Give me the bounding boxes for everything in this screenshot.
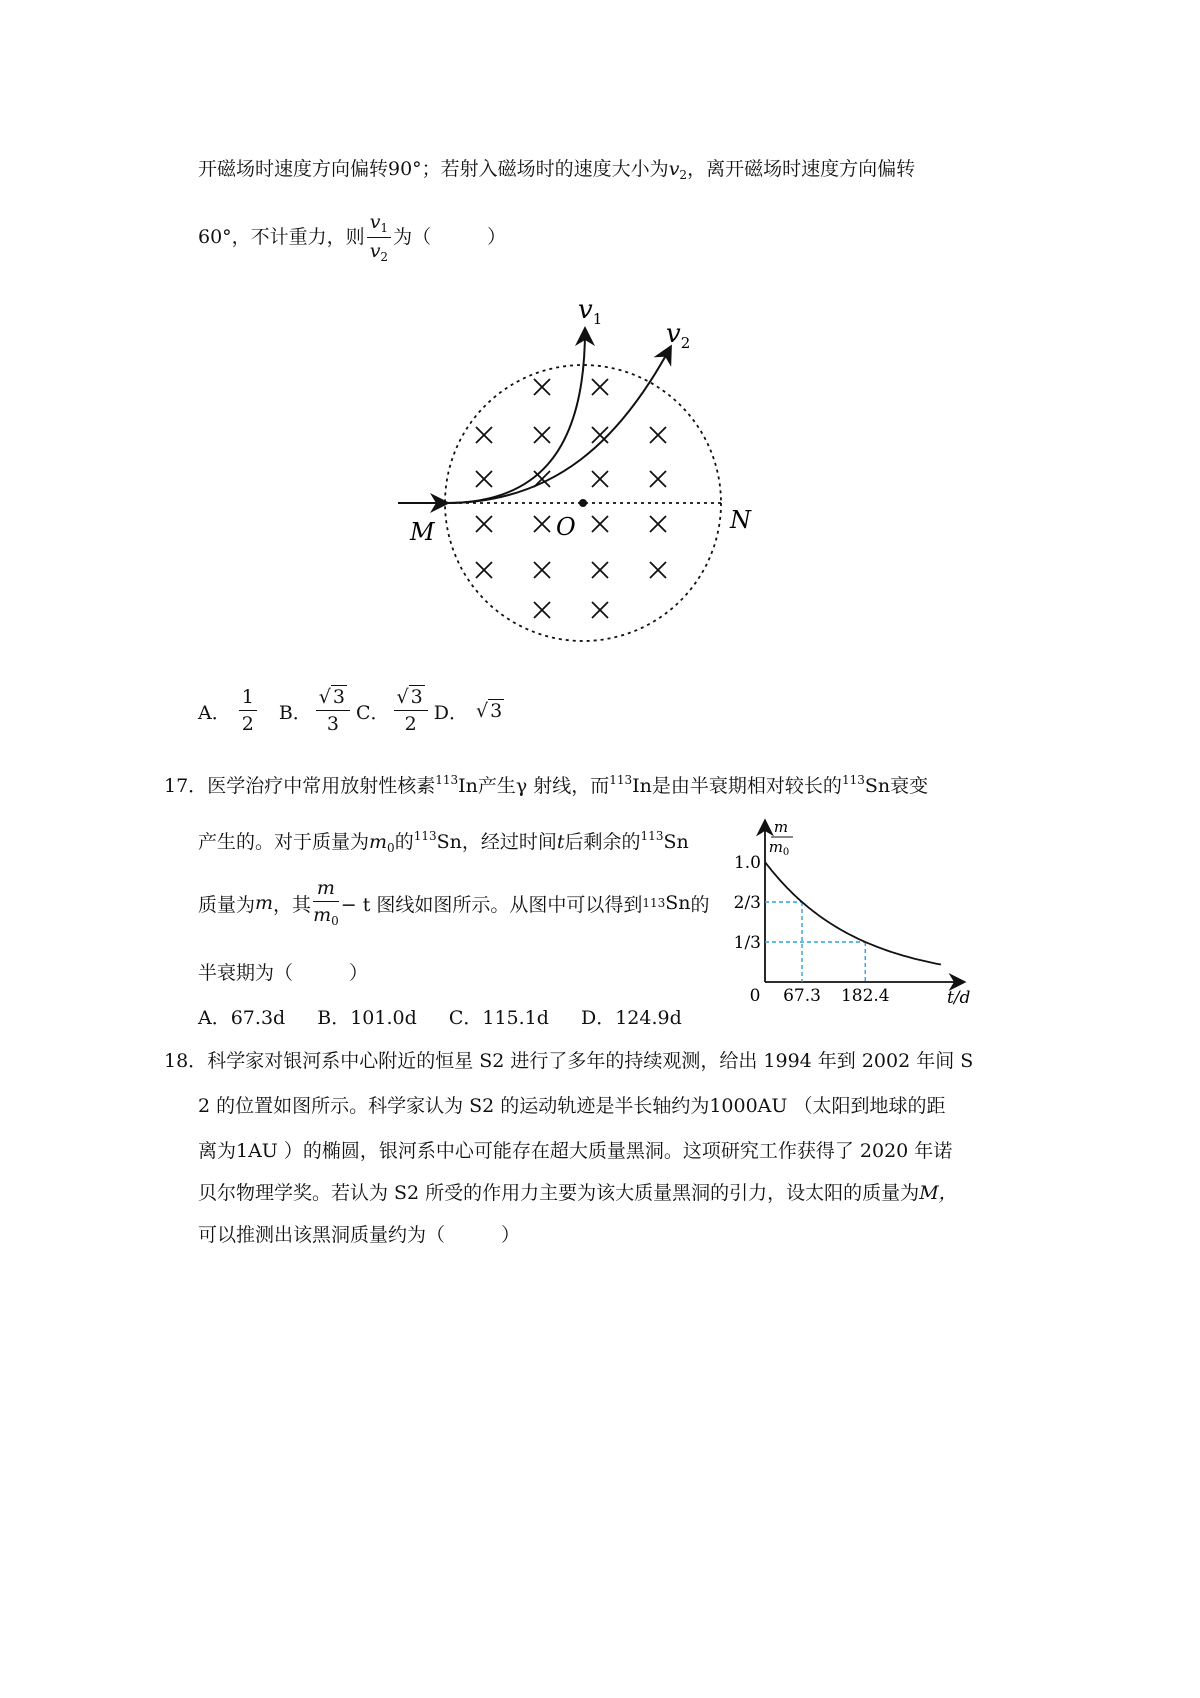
q18-line-3 — [198, 1136, 952, 1163]
q17-l3-d: 的 — [690, 893, 710, 916]
option-c-fraction — [394, 687, 428, 735]
option-c — [356, 687, 430, 735]
option-d-radicand: 3 — [490, 700, 503, 722]
q18-text-1: 科学家对银河系中心附近的恒星 S2 进行了多年的持续观测，给出 1994 年到 2002 年间 S — [207, 1050, 974, 1072]
y-tick-label: 1/3 — [733, 933, 761, 953]
q17-number: 17． — [164, 775, 208, 797]
mass-number: 113 — [413, 829, 437, 843]
option-b-fraction — [316, 687, 350, 735]
decay-chart — [725, 810, 975, 1020]
frac-den-var: v — [369, 240, 381, 263]
sun-mass-var: M， — [919, 1182, 958, 1204]
q17-option-c: C．115.1d — [448, 1007, 549, 1029]
element-sn: Sn — [436, 831, 462, 853]
q16-close-paren: ） — [487, 226, 507, 249]
option-c-den: 2 — [404, 713, 417, 735]
q17-option-b: B．101.0d — [317, 1007, 417, 1029]
x-axis-label: t/d — [947, 988, 971, 1008]
q16-options — [198, 683, 504, 739]
q17-options — [198, 1003, 682, 1030]
origin-label: 0 — [749, 986, 761, 1006]
q16-text-line-2 — [198, 212, 506, 264]
mass-number: 113 — [841, 773, 865, 787]
sqrt-sign-icon: √ — [396, 686, 409, 709]
q17-l3-a: 质量为 — [198, 893, 256, 916]
option-b-letter: B． — [278, 701, 312, 724]
q17-l3-c: − t 图线如图所示。从图中可以得到 — [340, 893, 643, 916]
frac-m0-var: m — [313, 903, 332, 926]
q17-option-d: D．124.9d — [580, 1007, 682, 1029]
sqrt-sign-icon: √ — [318, 686, 331, 709]
frac-m: m — [313, 878, 339, 902]
y-axis-label-den: $m_0$ — [768, 838, 790, 858]
v1-over-v2-fraction — [367, 212, 391, 264]
option-c-letter: C． — [356, 701, 390, 724]
mass-number: 113 — [642, 896, 666, 911]
element-sn: Sn — [864, 775, 891, 797]
v2-subscript: 2 — [679, 168, 688, 182]
frac-m0-sub: 0 — [331, 913, 339, 928]
q17-line-4 — [198, 958, 368, 985]
q18-line-5 — [198, 1220, 520, 1247]
m-var: m — [255, 892, 274, 915]
q18-line-2 — [198, 1091, 945, 1118]
q18-line-4 — [198, 1178, 958, 1205]
label-o: O — [556, 513, 576, 541]
option-a-fraction — [239, 687, 257, 735]
label-v2: $v_2$ — [666, 319, 691, 352]
q16-line1-tail: ，离开磁场时速度方向偏转 — [687, 158, 916, 180]
decay-curve — [765, 862, 941, 965]
m0-var: m — [369, 831, 388, 853]
element-in: In — [632, 775, 652, 797]
q17-l3-b: ，其 — [273, 893, 312, 916]
q17-l1-a: 医学治疗中常用放射性核素 — [207, 775, 436, 797]
option-a-num: 1 — [239, 687, 257, 711]
m-over-m0-fraction — [313, 878, 339, 928]
q17-line-1 — [164, 771, 928, 798]
q17-option-a: A．67.3d — [198, 1007, 286, 1029]
trajectory-v1 — [446, 330, 585, 503]
q17-l1-c: 是由半衰期相对较长的 — [651, 775, 842, 797]
q17-l2-d: 后剩余的 — [564, 831, 641, 853]
y-tick-label: 1.0 — [733, 853, 761, 873]
t-var: t — [556, 831, 565, 853]
q17-l1-d: 衰变 — [890, 775, 929, 797]
q18-close-paren: ） — [501, 1224, 521, 1246]
sqrt-sign-icon: √ — [475, 700, 489, 722]
q17-l1-b: 产生γ 射线，而 — [477, 775, 610, 797]
mass-number: 113 — [609, 773, 633, 787]
q18-line-1 — [164, 1046, 973, 1073]
guide-lines — [765, 902, 865, 982]
element-sn: Sn — [665, 892, 691, 915]
option-b-radicand: 3 — [332, 686, 345, 709]
label-m: M — [410, 518, 435, 546]
q16-text-line-1 — [198, 154, 915, 182]
option-d-letter: D． — [433, 701, 468, 724]
element-sn: Sn — [663, 831, 689, 853]
q18-text-5: 可以推测出该黑洞质量约为（ — [198, 1224, 446, 1246]
q18-text-3: 离为1AU ）的椭圆，银河系中心可能存在超大质量黑洞。这项研究工作获得了 2020 年诺 — [198, 1140, 953, 1162]
option-a-den: 2 — [241, 713, 254, 735]
q17-l2-a: 产生的。对于质量为 — [198, 831, 370, 853]
option-b — [279, 687, 352, 735]
m0-sub: 0 — [387, 841, 395, 855]
q16-line1-text: 开磁场时速度方向偏转90°；若射入磁场时的速度大小为 — [198, 158, 669, 180]
option-a — [198, 687, 259, 735]
q16-line2-head: 60°，不计重力，则 — [198, 226, 365, 249]
option-b-den: 3 — [326, 713, 339, 735]
q18-text-2: 2 的位置如图所示。科学家认为 S2 的运动轨迹是半长轴约为1000AU （太阳到地球的距 — [198, 1095, 946, 1117]
frac-num-sub: 1 — [380, 221, 389, 235]
frac-num-var: v — [369, 211, 381, 233]
x-tick-label: 67.3 — [783, 986, 821, 1006]
label-v1: $v_1$ — [578, 295, 603, 328]
field-crosses — [476, 379, 666, 618]
v2-variable: v — [668, 158, 680, 180]
q16-line2-tail: 为（ — [393, 226, 432, 249]
y-tick-label: 2/3 — [733, 893, 761, 913]
q17-l4: 半衰期为（ — [198, 962, 294, 984]
frac-den-sub: 2 — [380, 250, 389, 265]
chart-labels — [734, 853, 890, 1006]
option-c-radicand: 3 — [410, 686, 423, 709]
q17-l2-b: 的 — [394, 831, 414, 853]
q17-close-paren: ） — [349, 962, 369, 984]
mass-number: 113 — [435, 773, 459, 787]
element-in: In — [458, 775, 478, 797]
option-d — [434, 698, 504, 725]
magnetic-field-diagram — [380, 290, 800, 670]
center-point-o — [579, 499, 587, 507]
mass-number: 113 — [640, 829, 664, 843]
q18-number: 18． — [164, 1050, 208, 1072]
trajectory-v2 — [446, 348, 670, 503]
label-n: N — [730, 506, 751, 534]
x-tick-label: 182.4 — [840, 986, 890, 1006]
option-a-letter: A． — [198, 701, 231, 724]
q17-line-3 — [198, 878, 710, 928]
q17-line-2 — [198, 827, 689, 855]
q18-text-4: 贝尔物理学奖。若认为 S2 所受的作用力主要为该大质量黑洞的引力，设太阳的质量为 — [198, 1182, 920, 1204]
y-axis-label-num: m — [773, 818, 789, 836]
q17-l2-c: ，经过时间 — [461, 831, 557, 853]
